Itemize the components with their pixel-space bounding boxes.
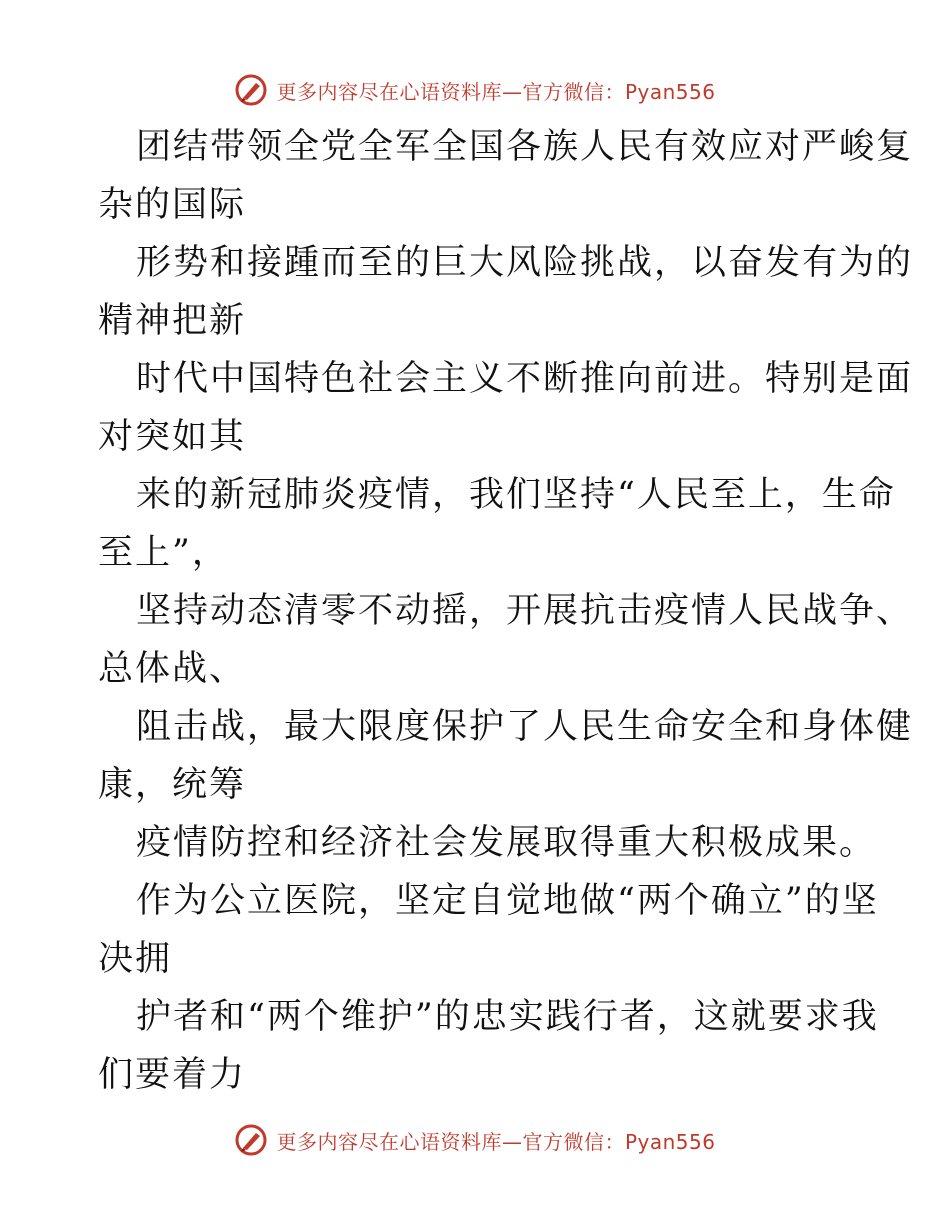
text-line: 坚持动态清零不动摇，开展抗击疫情人民战争、: [136, 591, 914, 631]
text-line: 至上”，: [98, 533, 229, 573]
footer-banner: [0, 1120, 950, 1160]
text-line: 决拥: [98, 939, 173, 979]
pen-circle-logo-icon: [234, 1123, 268, 1157]
footer-banner-text: 更多内容尽在心语资料库—官方微信：Pyan556: [276, 1129, 716, 1154]
text-line: 精神把新: [98, 301, 247, 341]
header-banner: [0, 70, 950, 110]
text-line: 来的新冠肺炎疫情，我们坚持“人民至上，生命: [136, 475, 896, 515]
text-line: 护者和“两个维护”的忠实践行者，这就要求我: [136, 997, 879, 1037]
document-body: [98, 118, 914, 1104]
header-banner-text: 更多内容尽在心语资料库—官方微信：Pyan556: [276, 79, 716, 104]
text-line: 阻击战，最大限度保护了人民生命安全和身体健: [136, 707, 914, 747]
text-line: 形势和接踵而至的巨大风险挑战，以奋发有为的: [136, 243, 914, 283]
text-line: 对突如其: [98, 417, 247, 457]
text-line: 总体战、: [98, 649, 247, 689]
text-line: 们要着力: [98, 1055, 247, 1095]
text-line: 团结带领全党全军全国各族人民有效应对严峻复: [136, 127, 914, 167]
text-line: 疫情防控和经济社会发展取得重大积极成果。: [136, 823, 877, 863]
text-line: 时代中国特色社会主义不断推向前进。特别是面: [136, 359, 914, 399]
pen-circle-logo-icon: [234, 73, 268, 107]
text-line: 杂的国际: [98, 185, 247, 225]
text-line: 康，统筹: [98, 765, 247, 805]
text-line: 作为公立医院，坚定自觉地做“两个确立”的坚: [136, 881, 879, 921]
